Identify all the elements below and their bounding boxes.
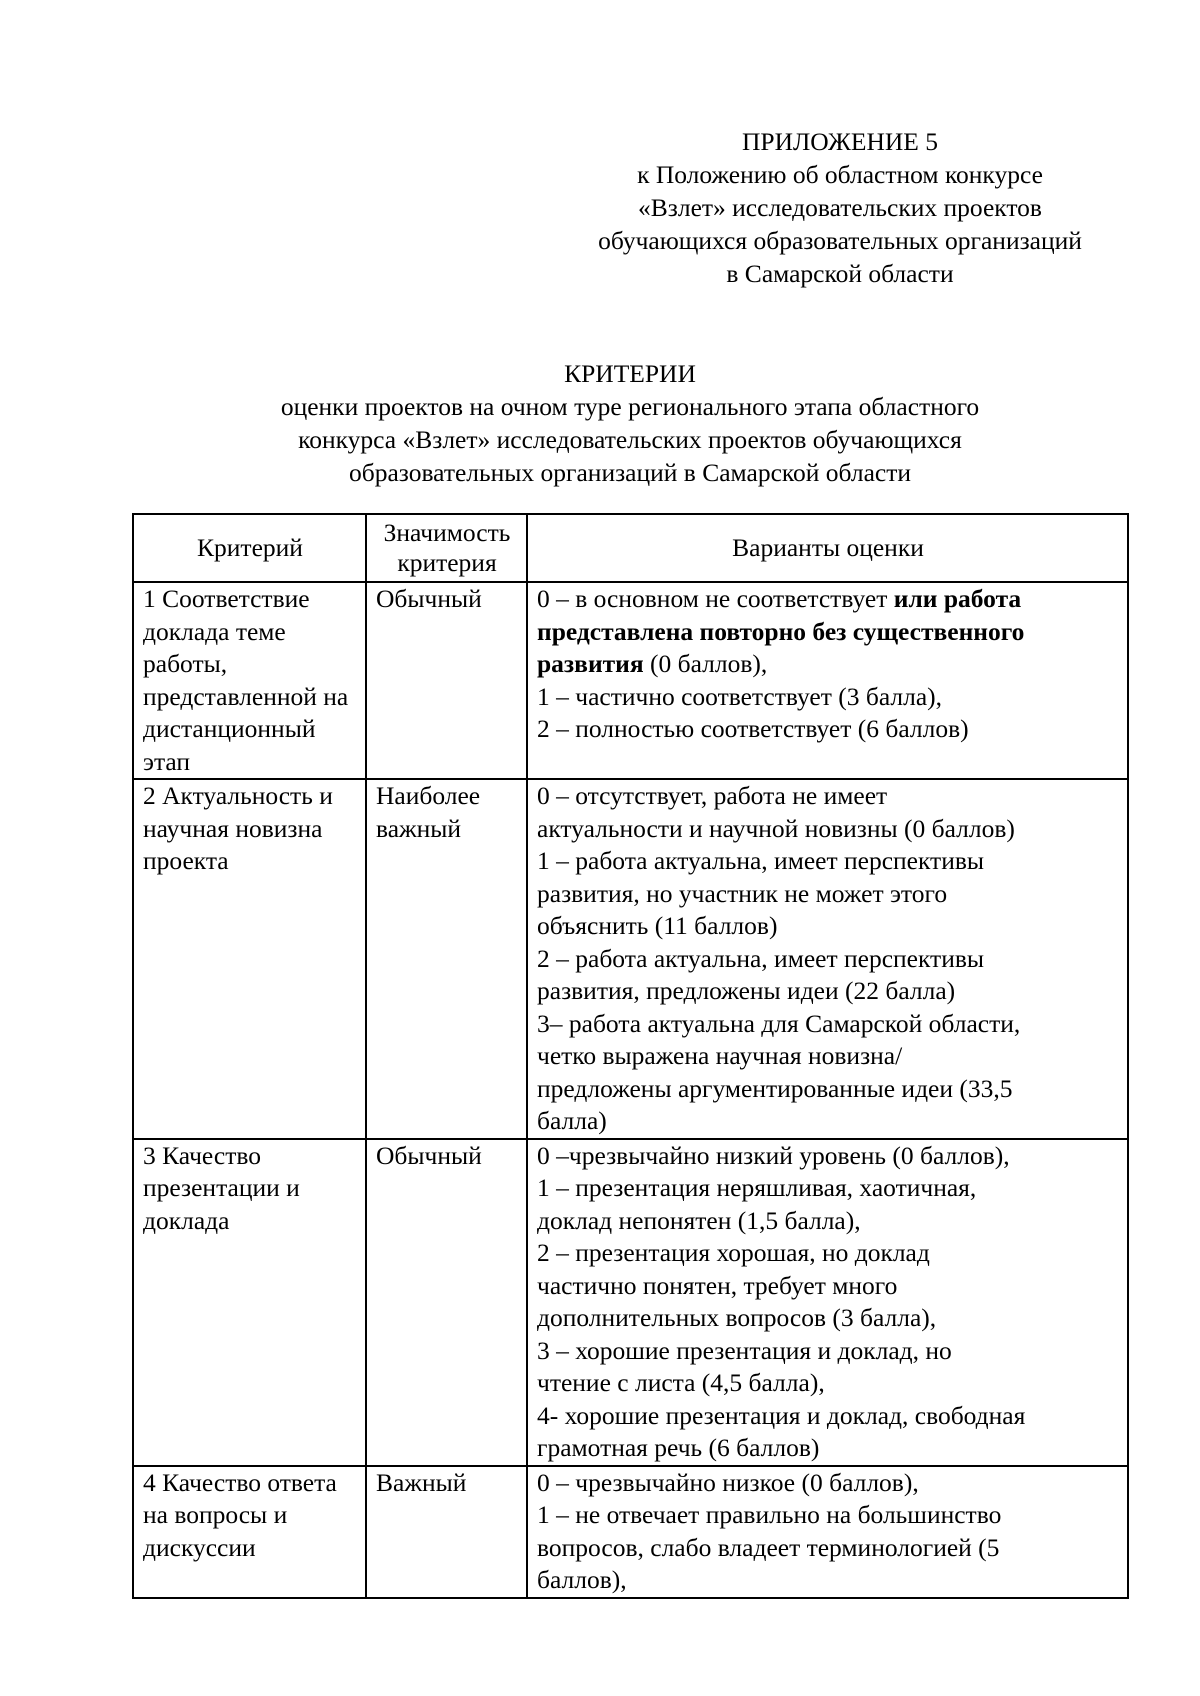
table-header-row [133, 514, 1128, 582]
title-line: оценки проектов на очном туре регионального этапа областного [280, 392, 980, 421]
significance-cell: Важный [366, 1466, 527, 1598]
options-cell: 0 – чрезвычайно низкое (0 баллов), 1 – не отвечает правильно на большинство вопросов, слабо владеет терминологией (5 баллов), [527, 1466, 1128, 1598]
significance-cell: Наиболее важный [366, 779, 527, 1139]
significance-cell: Обычный [366, 582, 527, 779]
appendix-header [560, 125, 1120, 290]
header-options: Варианты оценки [527, 514, 1128, 582]
header-significance: Значимость критерия [366, 514, 527, 582]
header-criterion: Критерий [133, 514, 366, 582]
options-cell: 0 – в основном не соответствует или работа представлена повторно без существенного развития (0 баллов), 1 – частично соответствует (3 балла), 2 – полностью соответствует (6 баллов) [527, 582, 1128, 779]
criterion-cell: 4 Качество ответа на вопросы и дискуссии [133, 1466, 366, 1598]
appendix-title: ПРИЛОЖЕНИЕ 5 [741, 127, 939, 156]
criterion-cell: 3 Качество презентации и доклада [133, 1139, 366, 1466]
significance-cell: Обычный [366, 1139, 527, 1466]
title-heading: КРИТЕРИИ [564, 359, 696, 388]
title-line: образовательных организаций в Самарской области [348, 458, 912, 487]
appendix-line: «Взлет» исследовательских проектов [638, 193, 1042, 222]
table-row [133, 582, 1128, 779]
table-row [133, 1139, 1128, 1466]
options-cell: 0 – отсутствует, работа не имеет актуальности и научной новизны (0 баллов) 1 – работа актуальна, имеет перспективы развития, но участник не может этого объяснить (11 баллов) 2 – работа актуальна, имеет перспективы развития, предложены идеи (22 балла) 3– работа актуальна для Самарской области, четко выражена научная новизна/ предложены аргументированные идеи (33,5 балла) [527, 779, 1128, 1139]
appendix-line: обучающихся образовательных организаций [598, 226, 1082, 255]
criteria-table [132, 513, 1129, 1599]
document-title [130, 357, 1130, 489]
appendix-line: к Положению об областном конкурсе [637, 160, 1043, 189]
criterion-cell: 2 Актуальность и научная новизна проекта [133, 779, 366, 1139]
table-row [133, 1466, 1128, 1598]
appendix-line: в Самарской области [726, 259, 954, 288]
table-row [133, 779, 1128, 1139]
options-cell: 0 –чрезвычайно низкий уровень (0 баллов), 1 – презентация неряшливая, хаотичная, доклад непонятен (1,5 балла), 2 – презентация хорошая, но доклад частично понятен, требует много дополнительных вопросов (3 балла), 3 – хорошие презентация и доклад, но чтение с листа (4,5 балла), 4- хорошие презентация и доклад, свободная грамотная речь (6 баллов) [527, 1139, 1128, 1466]
criterion-cell: 1 Соответствие доклада теме работы, представленной на дистанционный этап [133, 582, 366, 779]
title-line: конкурса «Взлет» исследовательских проектов обучающихся [298, 425, 962, 454]
